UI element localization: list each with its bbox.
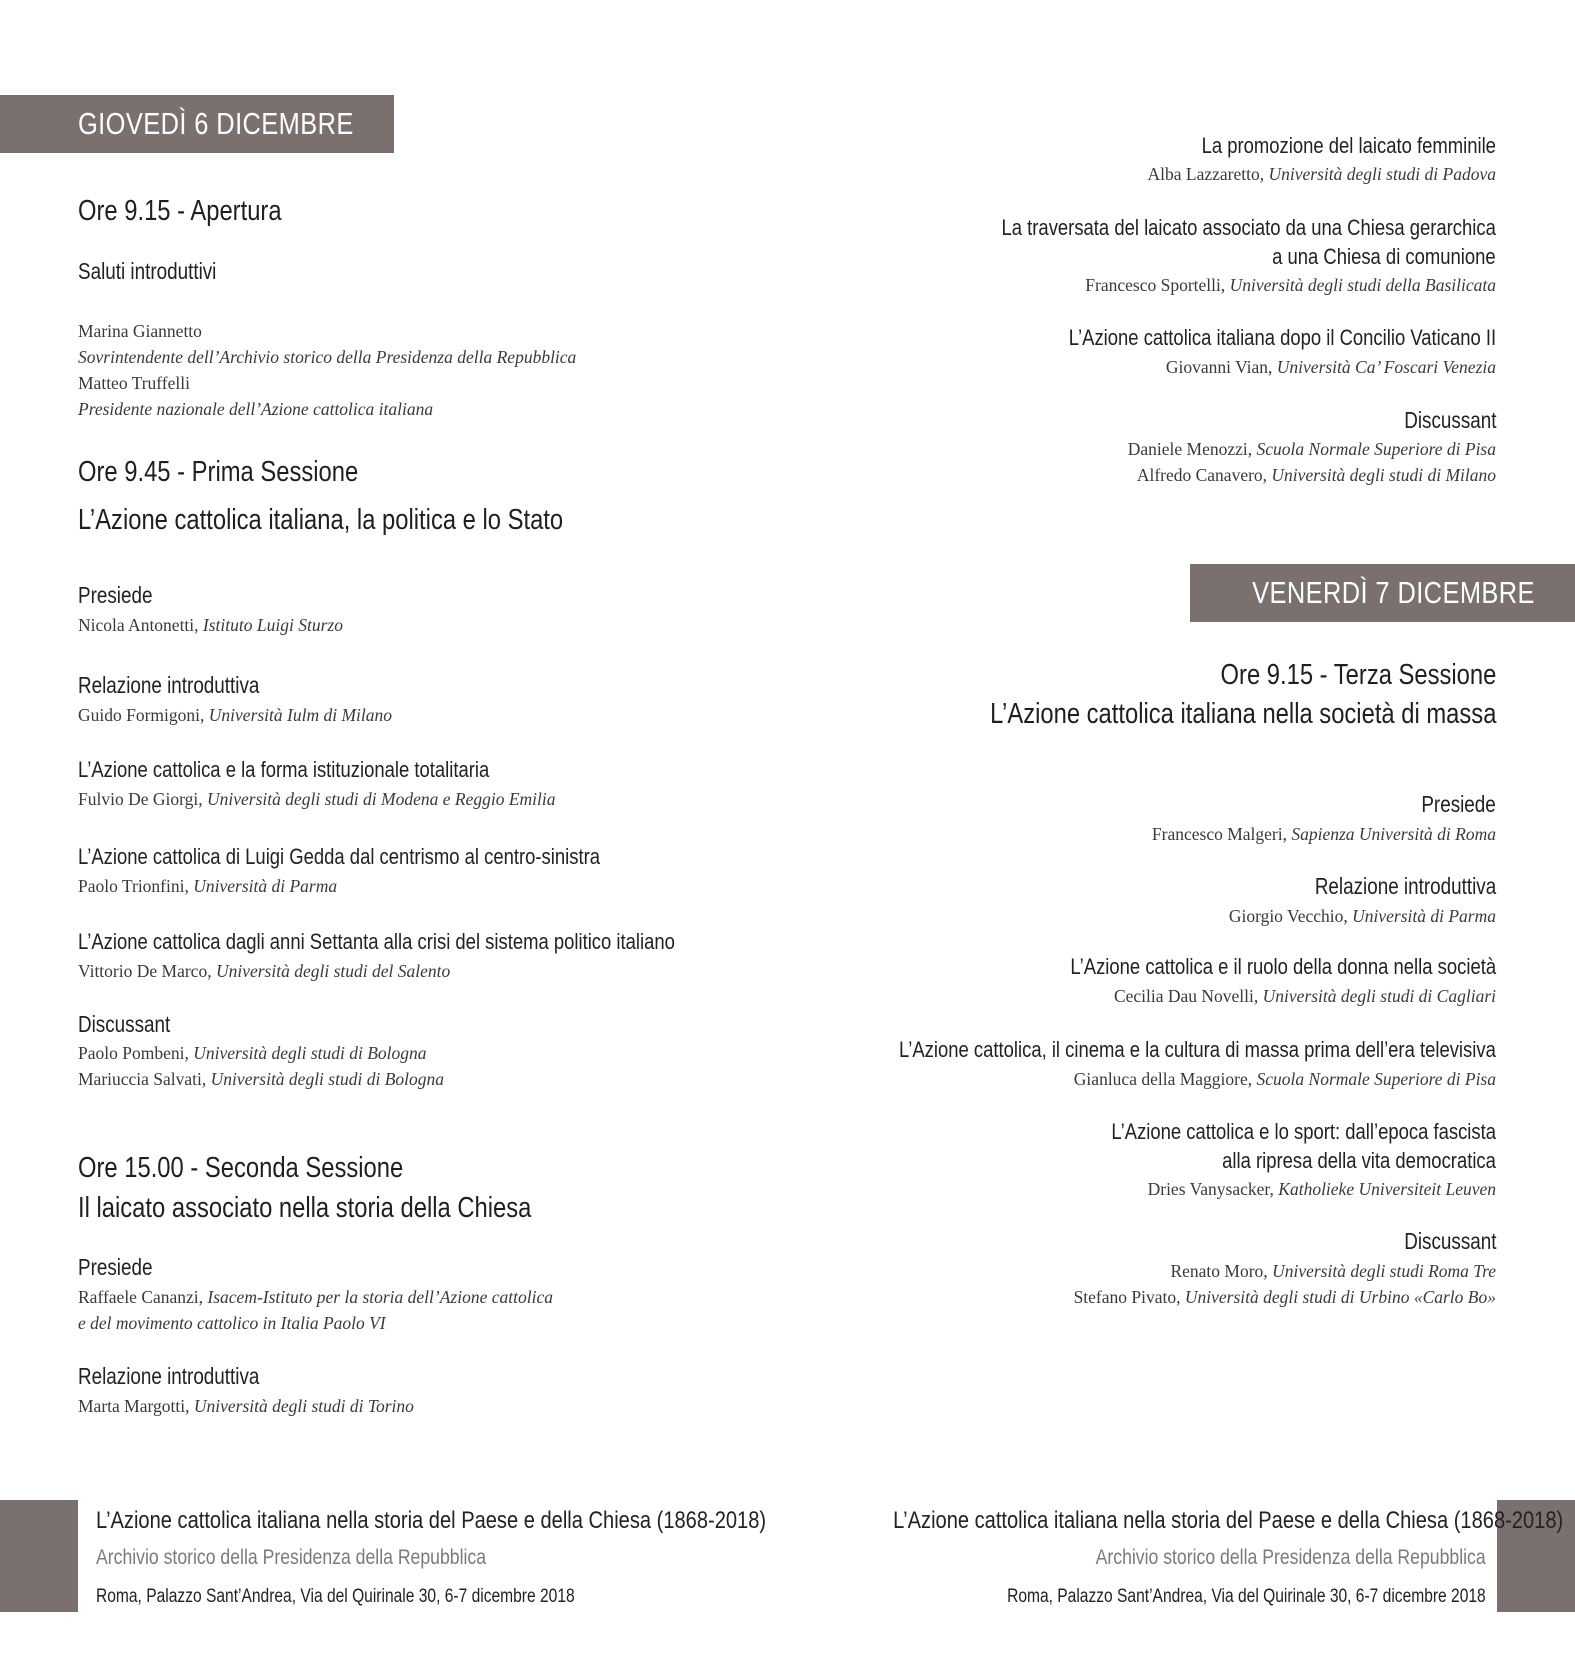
speaker-role: Presidente nazionale dell’Azione cattolica italiana — [78, 399, 434, 419]
talk-title: L’Azione cattolica italiana dopo il Concilio Vaticano II — [1068, 325, 1496, 350]
talk-speaker: Alba Lazzaretto, Università degli studi di Padova — [1147, 164, 1496, 184]
session1-intro: Guido Formigoni, Università Iulm di Milano — [78, 705, 393, 725]
session3-title: L’Azione cattolica italiana nella società di massa — [989, 698, 1496, 730]
session3-intro-label: Relazione introduttiva — [1314, 873, 1496, 899]
opening-time: Ore 9.15 - Apertura — [78, 195, 282, 227]
talk-title-line2: a una Chiesa di comunione — [1272, 244, 1496, 269]
session1-time: Ore 9.45 - Prima Sessione — [78, 456, 359, 488]
day-label: VENERDÌ 7 DICEMBRE — [1252, 575, 1535, 610]
talk-speaker: Francesco Sportelli, Università degli studi della Basilicata — [1085, 275, 1496, 295]
talk-title: L’Azione cattolica dagli anni Settanta alla crisi del sistema politico italiano — [78, 929, 675, 954]
talk-title: L’Azione cattolica e lo sport: dall’epoca fascista — [1111, 1119, 1496, 1144]
talk-speaker: Gianluca della Maggiore, Scuola Normale Superiore di Pisa — [1073, 1069, 1496, 1089]
talk-title: L’Azione cattolica e il ruolo della donna nella società — [1070, 954, 1496, 979]
session2-discussant-label: Discussant — [1403, 407, 1496, 433]
talk-speaker: Cecilia Dau Novelli, Università degli studi di Cagliari — [1113, 986, 1496, 1006]
left-column — [78, 0, 768, 1420]
footer-archive: Archivio storico della Presidenza della Repubblica — [1095, 1545, 1486, 1569]
talk-title: L’Azione cattolica, il cinema e la cultura di massa prima dell’era televisiva — [899, 1037, 1496, 1062]
session2-intro-label: Relazione introduttiva — [78, 1363, 260, 1389]
session3-time: Ore 9.15 - Terza Sessione — [1220, 659, 1496, 691]
talk-title: La promozione del laicato femminile — [1201, 133, 1496, 158]
talk-speaker: Vittorio De Marco, Università degli studi del Salento — [78, 961, 451, 981]
session1-title: L’Azione cattolica italiana, la politica e lo Stato — [78, 504, 564, 536]
talk-title: La traversata del laicato associato da una Chiesa gerarchica — [1001, 215, 1496, 240]
session2-intro: Marta Margotti, Università degli studi di Torino — [78, 1396, 414, 1416]
footer-archive: Archivio storico della Presidenza della Repubblica — [96, 1545, 487, 1569]
session2-title: Il laicato associato nella storia della Chiesa — [78, 1192, 532, 1224]
session1-discussant-label: Discussant — [78, 1011, 171, 1037]
session3-discussant-label: Discussant — [1403, 1228, 1496, 1254]
talk-speaker: Fulvio De Giorgi, Università degli studi di Modena e Reggio Emilia — [78, 789, 556, 809]
session2-discussants: Daniele Menozzi, Scuola Normale Superiore di Pisa Alfredo Canavero, Università degli studi di Milano — [1127, 439, 1496, 485]
footer-place: Roma, Palazzo Sant’Andrea, Via del Quirinale 30, 6-7 dicembre 2018 — [96, 1586, 575, 1607]
footer-place: Roma, Palazzo Sant’Andrea, Via del Quirinale 30, 6-7 dicembre 2018 — [1007, 1586, 1486, 1607]
footer-right — [746, 1506, 1564, 1610]
talk-title-line2: alla ripresa della vita democratica — [1222, 1148, 1496, 1173]
session3-discussants: Renato Moro, Università degli studi Roma Tre Stefano Pivato, Università degli studi di Urbino «Carlo Bo» — [1073, 1261, 1496, 1307]
talk-speaker: Dries Vanysacker, Katholieke Universiteit Leuven — [1147, 1179, 1496, 1199]
talk-title: L’Azione cattolica e la forma istituzionale totalitaria — [78, 757, 490, 782]
footer-left — [96, 1506, 796, 1610]
session1-chair: Nicola Antonetti, Istituto Luigi Sturzo — [78, 615, 343, 635]
session2-chair-label: Presiede — [78, 1254, 153, 1280]
speaker-role: Sovrintendente dell’Archivio storico della Presidenza della Repubblica — [78, 347, 577, 367]
talk-speaker: Paolo Trionfini, Università di Parma — [78, 876, 338, 896]
session1-discussants: Paolo Pombeni, Università degli studi di Bologna Mariuccia Salvati, Università degli studi di Bologna — [78, 1043, 444, 1089]
session2-time: Ore 15.00 - Seconda Sessione — [78, 1152, 404, 1184]
opening-subtitle: Saluti introduttivi — [78, 258, 217, 284]
talk-speaker: Giovanni Vian, Università Ca’ Foscari Venezia — [1165, 357, 1496, 377]
footer-title: L’Azione cattolica italiana nella storia del Paese e della Chiesa (1868-2018) — [893, 1507, 1564, 1534]
footer-bar-left — [0, 1500, 78, 1612]
right-column-day2 — [736, 0, 1496, 1420]
speaker-name: Marina Giannetto — [78, 321, 202, 341]
session3-intro: Giorgio Vecchio, Università di Parma — [1228, 906, 1496, 926]
speaker-name: Matteo Truffelli — [78, 373, 190, 393]
day-label: GIOVEDÌ 6 DICEMBRE — [78, 106, 354, 141]
session1-intro-label: Relazione introduttiva — [78, 672, 260, 698]
footer-title: L’Azione cattolica italiana nella storia del Paese e della Chiesa (1868-2018) — [96, 1507, 767, 1534]
session3-chair-label: Presiede — [1421, 791, 1496, 817]
session1-chair-label: Presiede — [78, 582, 153, 608]
talk-title: L’Azione cattolica di Luigi Gedda dal centrismo al centro-sinistra — [78, 844, 601, 869]
session3-chair: Francesco Malgeri, Sapienza Università di Roma — [1151, 824, 1496, 844]
session2-chair: Raffaele Cananzi, Isacem-Istituto per la storia dell’Azione cattolica e del movimento cattolico in Italia Paolo VI — [78, 1287, 553, 1333]
opening-speakers — [78, 318, 576, 422]
